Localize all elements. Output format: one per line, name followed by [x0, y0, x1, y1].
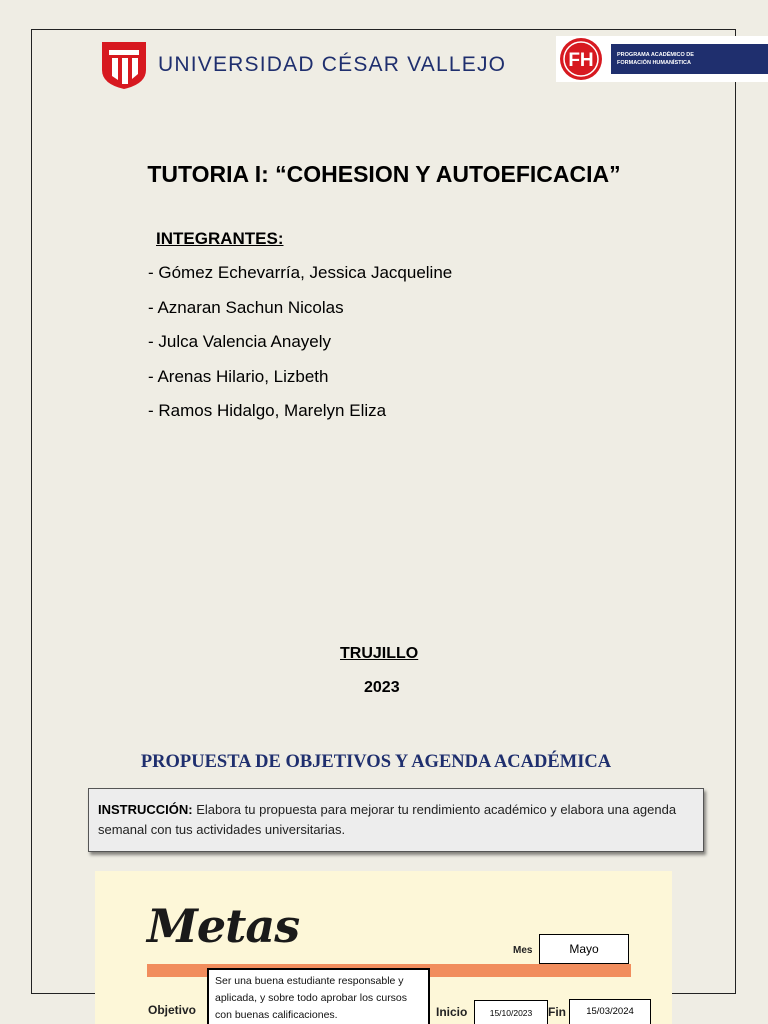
- document-title: TUTORIA I: “COHESION Y AUTOEFICACIA”: [147, 161, 621, 187]
- fh-emblem-icon: [559, 37, 603, 81]
- year: 2023: [364, 679, 400, 696]
- program-name-band: [611, 44, 768, 74]
- mes-label: Mes: [513, 945, 533, 956]
- fh-initials: FH: [568, 50, 594, 71]
- inicio-label: Inicio: [436, 1005, 468, 1019]
- member-item: - Aznaran Sachun Nicolas: [148, 297, 344, 317]
- metas-card: [95, 871, 672, 1024]
- members-heading: INTEGRANTES:: [156, 229, 284, 248]
- instruction-text: Elabora tu propuesta para mejorar tu rendimiento académico y elabora una agenda semanal con tus actividades universitarias.: [98, 802, 677, 837]
- program-logo: [556, 36, 768, 82]
- program-name-line2: FORMACIÓN HUMANÍSTICA: [617, 60, 691, 66]
- fin-label: Fin: [548, 1005, 566, 1019]
- mes-field[interactable]: Mayo: [539, 934, 629, 964]
- city: TRUJILLO: [340, 645, 419, 662]
- member-item: - Arenas Hilario, Lizbeth: [148, 366, 329, 386]
- objetivo-label: Objetivo: [148, 1003, 197, 1017]
- ucv-shield-icon: [100, 40, 148, 90]
- program-name-line1: PROGRAMA ACADÉMICO DE: [617, 52, 694, 58]
- inicio-field[interactable]: 15/10/2023: [474, 1000, 548, 1024]
- university-name: UNIVERSIDAD CÉSAR VALLEJO: [158, 53, 507, 76]
- instruction-box: [88, 788, 704, 852]
- member-item: - Ramos Hidalgo, Marelyn Eliza: [148, 401, 387, 421]
- instruction-lead: INSTRUCCIÓN:: [98, 802, 193, 817]
- member-item: - Julca Valencia Anayely: [148, 332, 332, 352]
- objetivo-field[interactable]: Ser una buena estudiante responsable y aplicada, y sobre todo aprobar los cursos con buenas calificaciones.: [207, 968, 430, 1024]
- fin-field[interactable]: 15/03/2024: [569, 999, 651, 1024]
- metas-title: Metas: [147, 899, 300, 953]
- ucv-logo: [100, 40, 506, 90]
- members-list: [148, 263, 452, 436]
- section-title: PROPUESTA DE OBJETIVOS Y AGENDA ACADÉMICA: [140, 752, 612, 772]
- member-item: - Gómez Echevarría, Jessica Jacqueline: [148, 263, 453, 282]
